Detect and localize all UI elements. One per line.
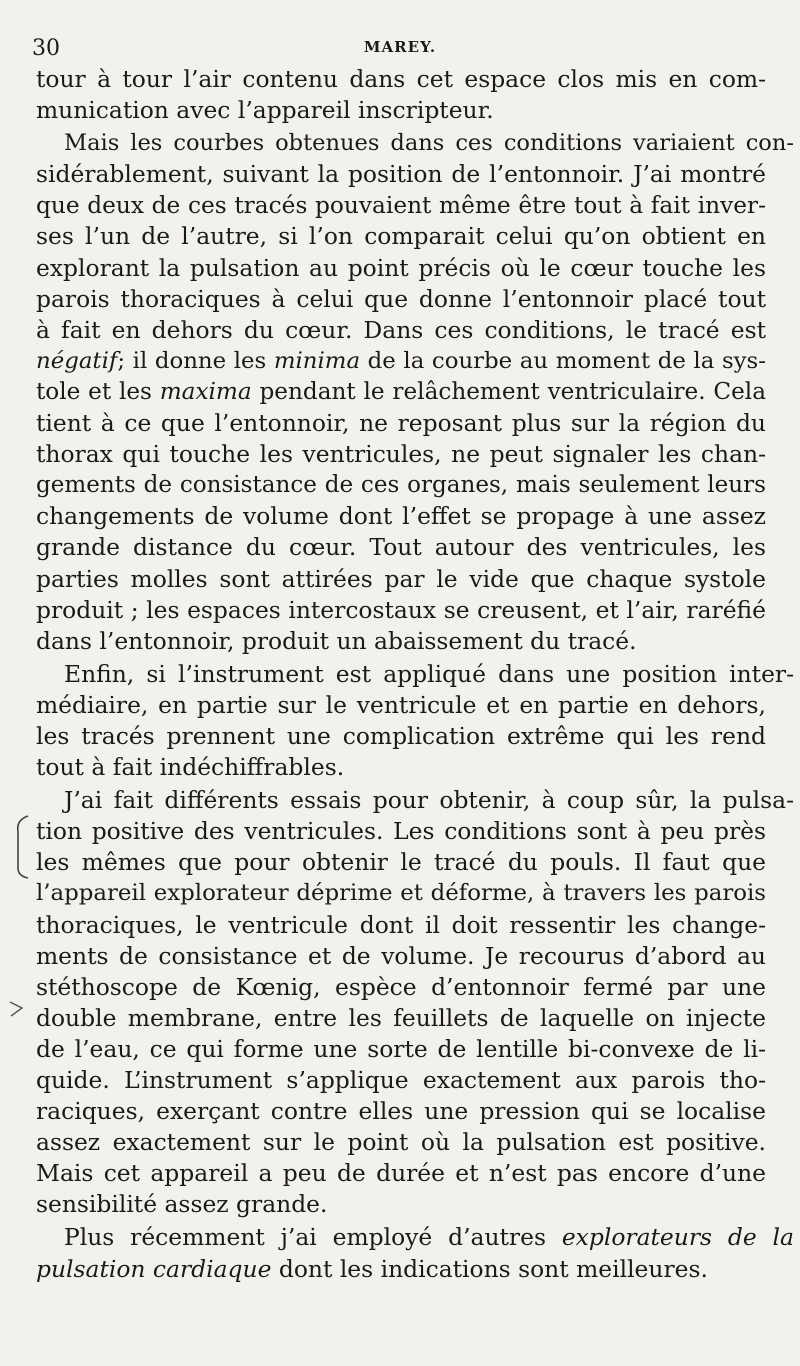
text-segment: tient à ce que l’entonnoir, ne reposant plus sur la région du [36, 409, 766, 438]
text-line [36, 1158, 766, 1189]
text-segment: ments de consistance et de volume. Je recourus d’abord au [36, 941, 766, 970]
margin-bracket-mark [10, 812, 32, 882]
text-line [36, 972, 766, 1003]
italic-term: maxima [159, 378, 252, 405]
text-segment: dont les indications sont meilleures. [271, 1254, 708, 1283]
text-line [36, 377, 766, 408]
text-line [36, 878, 766, 909]
text-line [36, 1003, 766, 1034]
text-line [36, 847, 766, 878]
italic-term: explorateurs de la [561, 1223, 794, 1252]
text-segment: Mais cet appareil a peu de durée et n’est pas encore d’une [36, 1159, 766, 1188]
text-line [36, 1096, 766, 1127]
text-segment: gements de consistance de ces organes, mais seulement leurs [36, 472, 766, 499]
paragraph [36, 785, 794, 1220]
italic-term: négatif [36, 347, 118, 374]
text-line [36, 470, 766, 501]
text-line [36, 439, 766, 470]
text-segment: thorax qui touche les ventricules, ne peut signaler les chan- [36, 440, 766, 469]
text-line [36, 501, 766, 532]
text-line [36, 595, 766, 626]
text-segment: stéthoscope de Kœnig, espèce d’entonnoir fermé par une [36, 972, 766, 1001]
page-header [32, 36, 768, 66]
text-segment: que deux de ces tracés pouvaient même être tout à fait inver- [36, 192, 766, 220]
text-line [36, 64, 766, 95]
text-segment: les tracés prennent une complication extrême qui les rend [36, 721, 766, 750]
text-segment: J’ai fait différents essais pour obtenir, à coup sûr, la pulsa- [64, 786, 794, 815]
text-line [36, 785, 794, 816]
text-segment: tole et les [36, 378, 160, 405]
italic-term: minima [273, 347, 361, 374]
text-line [36, 128, 794, 159]
text-line [36, 1065, 766, 1096]
text-segment: grande distance du cœur. Tout autour des ventricules, les [36, 533, 766, 562]
text-line [36, 1222, 794, 1253]
text-segment: les mêmes que pour obtenir le tracé du pouls. Il faut que [36, 848, 766, 877]
text-segment: ses l’un de l’autre, si l’on comparait celui qu’on obtient en [36, 222, 766, 251]
text-line [36, 190, 766, 221]
paragraph [36, 1222, 794, 1284]
text-line [36, 315, 766, 346]
text-line [36, 659, 794, 690]
paragraph [36, 659, 794, 783]
text-segment: tout à fait indéchiffrables. [36, 753, 345, 782]
text-line [36, 816, 766, 847]
text-line [36, 721, 766, 752]
text-segment: produit ; les espaces intercostaux se creusent, et l’air, raréfié [36, 595, 766, 624]
margin-arrow-mark [8, 998, 26, 1020]
text-segment: quide. L’instrument s’applique exactement aux parois tho- [36, 1066, 766, 1094]
text-segment: pendant le relâchement ventriculaire. Cela [251, 378, 767, 405]
text-line [36, 626, 766, 657]
text-segment: de l’eau, ce qui forme une sorte de lentille bi-convexe de li- [36, 1034, 766, 1063]
text-line [36, 253, 766, 284]
text-segment: médiaire, en partie sur le ventricule et en partie en dehors, [36, 690, 766, 719]
text-segment: de la courbe au moment de la sys- [360, 347, 766, 374]
text-segment: changements de volume dont l’effet se propage à une assez [36, 502, 766, 531]
text-segment: sidérablement, suivant la position de l’entonnoir. J’ai montré [36, 160, 766, 189]
text-line [36, 221, 766, 252]
text-segment: ; il donne les [117, 347, 274, 374]
text-line [36, 159, 766, 190]
text-line [36, 1127, 766, 1158]
text-segment: Plus récemment j’ai employé d’autres [64, 1223, 562, 1252]
text-line [36, 1189, 766, 1220]
text-line [36, 1254, 766, 1285]
text-line [36, 284, 766, 315]
text-line [36, 1034, 766, 1065]
text-line [36, 95, 766, 126]
text-segment: tion positive des ventricules. Les conditions sont à peu près [36, 817, 766, 846]
paragraph [36, 64, 766, 126]
text-segment: tour à tour l’air contenu dans cet espace clos mis en com- [36, 65, 766, 93]
page-number: 30 [32, 36, 60, 61]
text-segment: à fait en dehors du cœur. Dans ces conditions, le tracé est [36, 315, 766, 344]
running-head: MAREY. [363, 38, 437, 56]
text-line [36, 532, 766, 563]
text-segment: dans l’entonnoir, produit un abaissement du tracé. [36, 626, 637, 655]
text-line [36, 690, 766, 721]
italic-term: pulsation cardiaque [36, 1254, 272, 1283]
text-segment: Enfin, si l’instrument est appliqué dans une position inter- [64, 659, 794, 688]
text-segment: sensibilité assez grande. [36, 1190, 328, 1219]
text-segment: assez exactement sur le point où la pulsation est positive. [36, 1128, 766, 1157]
text-line [36, 941, 766, 972]
text-segment: parties molles sont attirées par le vide que chaque systole [36, 564, 766, 593]
body-text [36, 64, 794, 1287]
text-line [36, 408, 766, 439]
text-segment: double membrane, entre les feuillets de laquelle on injecte [36, 1003, 766, 1032]
text-segment: explorant la pulsation au point précis où le cœur touche les [36, 253, 766, 282]
text-segment: Mais les courbes obtenues dans ces conditions variaient con- [64, 130, 794, 157]
text-segment: thoraciques, le ventricule dont il doit ressentir les change- [36, 910, 766, 939]
text-line [36, 346, 766, 377]
text-segment: l’appareil explorateur déprime et déforme, à travers les parois [36, 880, 766, 907]
text-segment: munication avec l’appareil inscripteur. [36, 96, 494, 125]
paragraph [36, 128, 794, 657]
text-segment: raciques, exerçant contre elles une pression qui se localise [36, 1097, 766, 1126]
text-line [36, 910, 766, 941]
text-line [36, 564, 766, 595]
text-segment: parois thoraciques à celui que donne l’entonnoir placé tout [36, 284, 766, 313]
text-line [36, 752, 766, 783]
